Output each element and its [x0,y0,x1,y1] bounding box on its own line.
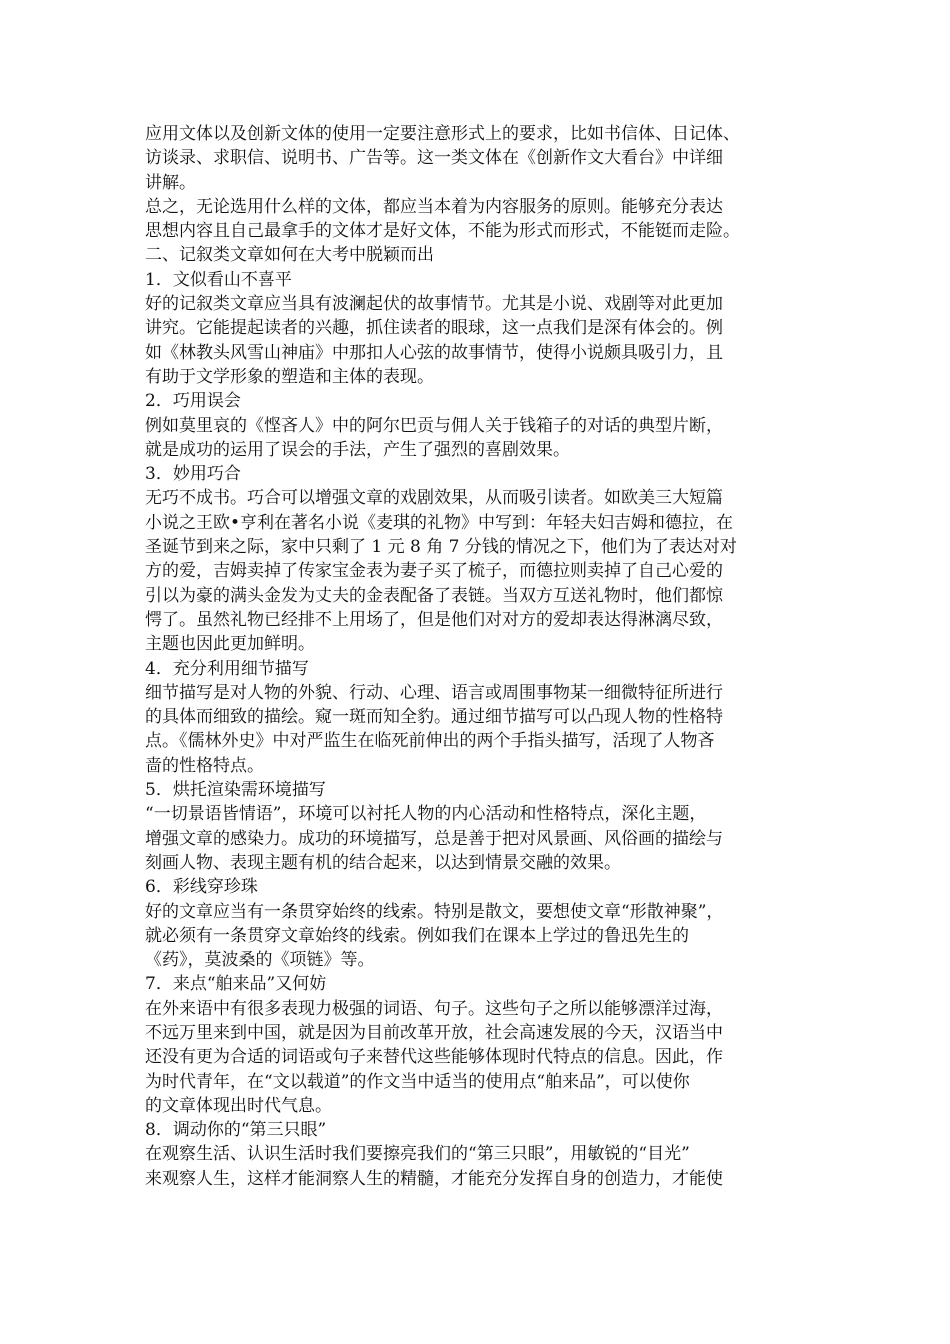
text-line: 小说之王欧•亨利在著名小说《麦琪的礼物》中写到：年轻夫妇吉姆和德拉，在 [145,512,734,533]
text-line: 访谈录、求职信、说明书、广告等。这一类文体在《创新作文大看台》中详细 [145,148,723,169]
text-line: 总之，无论选用什么样的文体，都应当本着为内容服务的原则。能够充分表达 [145,196,723,217]
subsection-heading: 7．来点“舶来品”又何妨 [145,974,327,995]
text-line: 的具体而细致的描绘。窥一斑而知全豹。通过细节描写可以凸现人物的性格特 [145,707,723,728]
subsection-heading: 3．妙用巧合 [145,464,241,485]
subsection-heading: 2．巧用误会 [145,391,241,412]
document-body [145,122,810,1191]
text-line: 来观察人生，这样才能洞察人生的精髓，才能充分发挥自身的创造力，才能使 [145,1168,723,1189]
text-line: 在观察生活、认识生活时我们要擦亮我们的“第三只眼”，用敏锐的“目光” [145,1144,690,1165]
text-line: 引以为豪的满头金发为丈夫的金表配备了表链。当双方互送礼物时，他们都惊 [145,585,723,606]
text-line: 例如莫里哀的《悭吝人》中的阿尔巴贡与佣人关于钱箱子的对话的典型片断， [145,415,723,436]
text-line: 好的记叙类文章应当具有波澜起伏的故事情节。尤其是小说、戏剧等对此更加 [145,294,723,315]
text-line: 讲解。 [145,172,196,193]
text-line: “一切景语皆情语”，环境可以衬托人物的内心活动和性格特点，深化主题， [145,804,707,825]
text-line: 就是成功的运用了误会的手法，产生了强烈的喜剧效果。 [145,439,570,460]
text-line: 圣诞节到来之际，家中只剩了 1 元 8 角 7 分钱的情况之下，他们为了表达对对 [145,537,737,558]
text-line: 为时代青年，在“文以载道”的作文当中适当的使用点“舶来品”，可以使你 [145,1071,690,1092]
text-line: 增强文章的感染力。成功的环境描写，总是善于把对风景画、风俗画的描绘与 [145,828,723,849]
text-line: 应用文体以及创新文体的使用一定要注意形式上的要求，比如书信体、日记体、 [145,124,740,144]
text-line: 好的文章应当有一条贯穿始终的线索。特别是散文，要想使文章“形散神聚”， [145,901,724,922]
text-line: 就必须有一条贯穿文章始终的线索。例如我们在课本上学过的鲁迅先生的 [145,925,689,946]
subsection-heading: 6．彩线穿珍珠 [145,877,258,898]
text-line: 在外来语中有很多表现力极强的词语、句子。这些句子之所以能够漂洋过海， [145,998,723,1019]
text-line: 方的爱，吉姆卖掉了传家宝金表为妻子买了梳子，而德拉则卖掉了自己心爱的 [145,561,723,582]
text-line: 的文章体现出时代气息。 [145,1095,332,1116]
text-line: 《药》，莫波桑的《项链》等。 [145,950,375,971]
text-line: 思想内容且自己最拿手的文体才是好文体，不能为形式而形式，不能铤而走险。 [145,221,740,242]
subsection-heading: 4．充分利用细节描写 [145,658,309,679]
text-line: 还没有更为合适的词语或句子来替代这些能够体现时代特点的信息。因此，作 [145,1047,723,1068]
text-line: 如《林教头风雪山神庙》中那扣人心弦的故事情节，使得小说颇具吸引力，且 [145,342,723,363]
text-line: 主题也因此更加鲜明。 [145,634,315,655]
subsection-heading: 5．烘托渲染需环境描写 [145,780,326,801]
text-line: 不远万里来到中国，就是因为目前改革开放，社会高速发展的今天，汉语当中 [145,1022,723,1043]
text-line: 无巧不成书。巧合可以增强文章的戏剧效果，从而吸引读者。如欧美三大短篇 [145,488,723,509]
text-line: 愕了。虽然礼物已经排不上用场了，但是他们对对方的爱却表达得淋漓尽致， [145,609,723,630]
text-line: 细节描写是对人物的外貌、行动、心理、语言或周围事物某一细微特征所进行 [145,682,723,703]
text-line: 有助于文学形象的塑造和主体的表现。 [145,366,434,387]
subsection-heading: 8．调动你的“第三只眼” [145,1120,327,1141]
text-line: 刻画人物、表现主题有机的结合起来，以达到情景交融的效果。 [145,852,621,873]
section-heading: 二、记叙类文章如何在大考中脱颖而出 [145,245,434,266]
text-line: 讲究。它能提起读者的兴趣，抓住读者的眼球，这一点我们是深有体会的。例 [145,318,723,339]
text-line: 点。《儒林外史》中对严监生在临死前伸出的两个手指头描写，活现了人物吝 [145,731,715,752]
subsection-heading: 1．文似看山不喜平 [145,269,292,290]
text-line: 啬的性格特点。 [145,755,264,776]
